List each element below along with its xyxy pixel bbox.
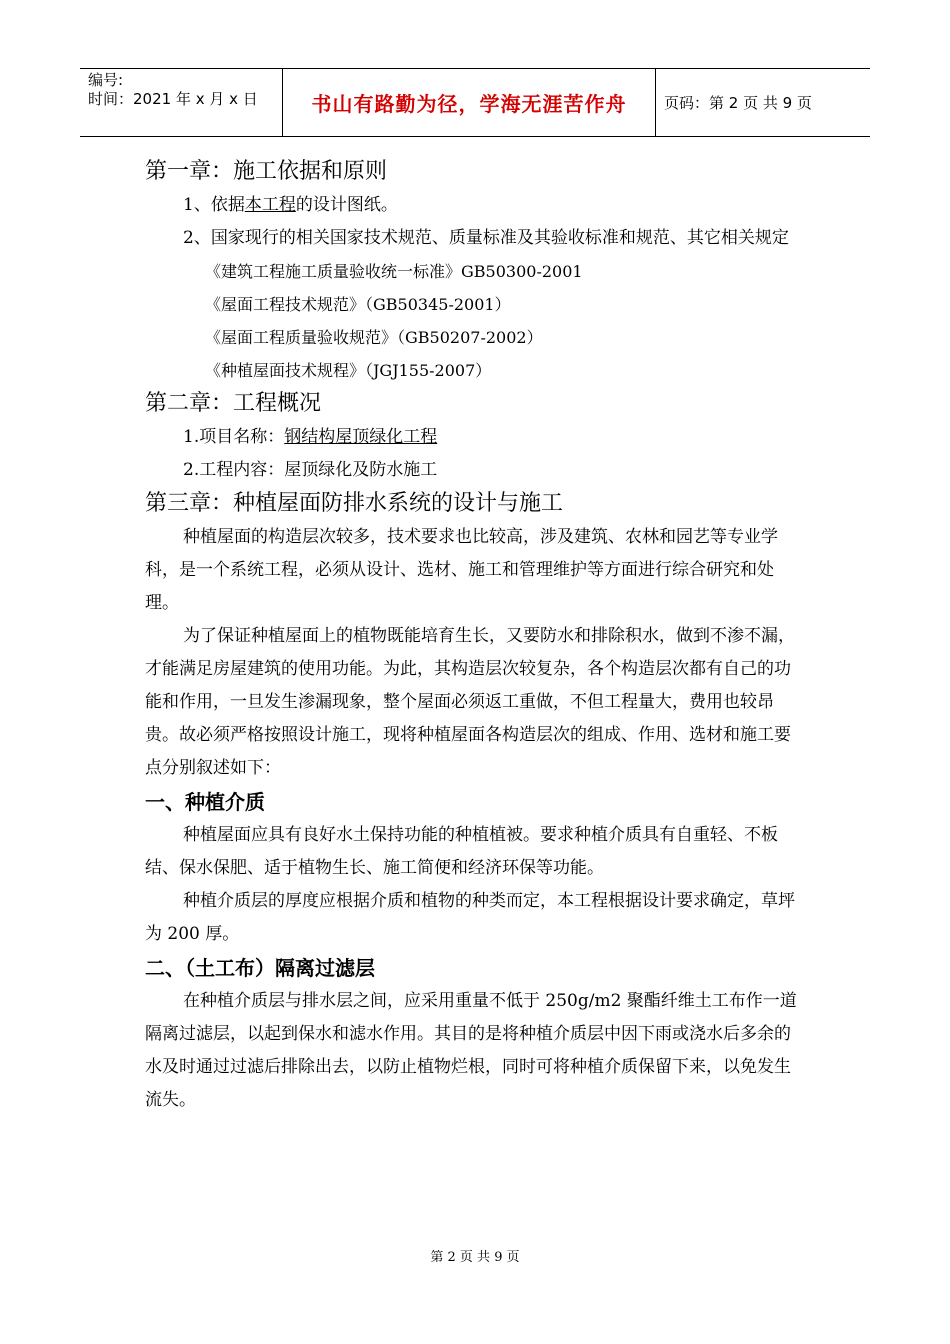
page-footer: 第 2 页 共 9 页 xyxy=(430,1250,520,1265)
page-header xyxy=(80,68,870,137)
header-page-info: 页码：第 2 页 共 9 页 xyxy=(664,94,812,112)
item-1-suffix: 的设计图纸。 xyxy=(295,195,398,215)
standard-4: 《种植屋面技术规程》（JGJ155-2007） xyxy=(205,361,492,380)
header-meta xyxy=(80,69,283,136)
chapter-1-title: 第一章：施工依据和原则 xyxy=(145,159,388,184)
project-name-value[interactable]: 钢结构屋顶绿化工程 xyxy=(284,427,438,447)
section-2-title: 二、（土工布）隔离过滤层 xyxy=(145,956,375,980)
section-1-paragraph-2: 种植介质层的厚度应根据介质和植物的种类而定，本工程根据设计要求确定，草坪为 200 厚。 xyxy=(145,891,795,944)
standard-3: 《屋面工程质量验收规范》（GB50207-2002） xyxy=(205,328,543,347)
standard-2: 《屋面工程技术规范》（GB50345-2001） xyxy=(205,295,511,314)
chapter-2-title: 第二章：工程概况 xyxy=(145,391,322,416)
item-1-prefix: 1、依据 xyxy=(183,195,245,215)
project-name-label: 1.项目名称： xyxy=(183,427,285,447)
section-2-paragraph-1: 在种植介质层与排水层之间，应采用重量不低于 250g/m2 聚酯纤维土工布作一道隔离过滤层，以起到保水和滤水作用。其目的是将种植介质层中因下雨或浇水后多余的水及时通过过滤后排除出去，以防止植物烂根，同时可将种植介质保留下来，以免发生流失。 xyxy=(145,991,797,1110)
section-1-paragraph-1: 种植屋面应具有良好水土保持功能的种植植被。要求种植介质具有自重轻、不板结、保水保肥、适于植物生长、施工简便和经济环保等功能。 xyxy=(145,825,778,878)
chapter-3-title: 第三章：种植屋面防排水系统的设计与施工 xyxy=(145,491,564,516)
project-link[interactable]: 本工程 xyxy=(244,195,296,215)
standard-1: 《建筑工程施工质量验收统一标准》GB50300-2001 xyxy=(205,262,583,281)
chapter-1-item-1 xyxy=(145,189,805,222)
header-motto: 书山有路勤为径，学海无涯苦作舟 xyxy=(283,69,656,136)
document-date: 时间：2021 年 x 月 x 日 xyxy=(88,90,258,108)
document-number-label: 编号: xyxy=(88,71,124,89)
chapter-3-paragraph-2: 为了保证种植屋面上的植物既能培育生长，又要防水和排除积水，做到不渗不漏，才能满足房屋建筑的使用功能。为此，其构造层次较复杂，各个构造层次都有自己的功能和作用，一旦发生渗漏现象，整个屋面必须返工重做，不但工程量大，费用也较昂贵。故必须严格按照设计施工，现将种植屋面各构造层次的组成、作用、选材和施工要点分别叙述如下： xyxy=(145,626,795,778)
chapter-3-paragraph-1: 种植屋面的构造层次较多，技术要求也比较高，涉及建筑、农林和园艺等专业学科，是一个系统工程，必须从设计、选材、施工和管理维护等方面进行综合研究和处理。 xyxy=(145,527,778,613)
project-content-line: 2.工程内容：屋顶绿化及防水施工 xyxy=(183,460,438,480)
section-1-title: 一、种植介质 xyxy=(145,790,265,814)
chapter-1-item-2: 2、国家现行的相关国家技术规范、质量标准及其验收标准和规范、其它相关规定 xyxy=(183,228,789,248)
document-body xyxy=(145,155,805,1117)
project-name-line xyxy=(145,421,805,454)
